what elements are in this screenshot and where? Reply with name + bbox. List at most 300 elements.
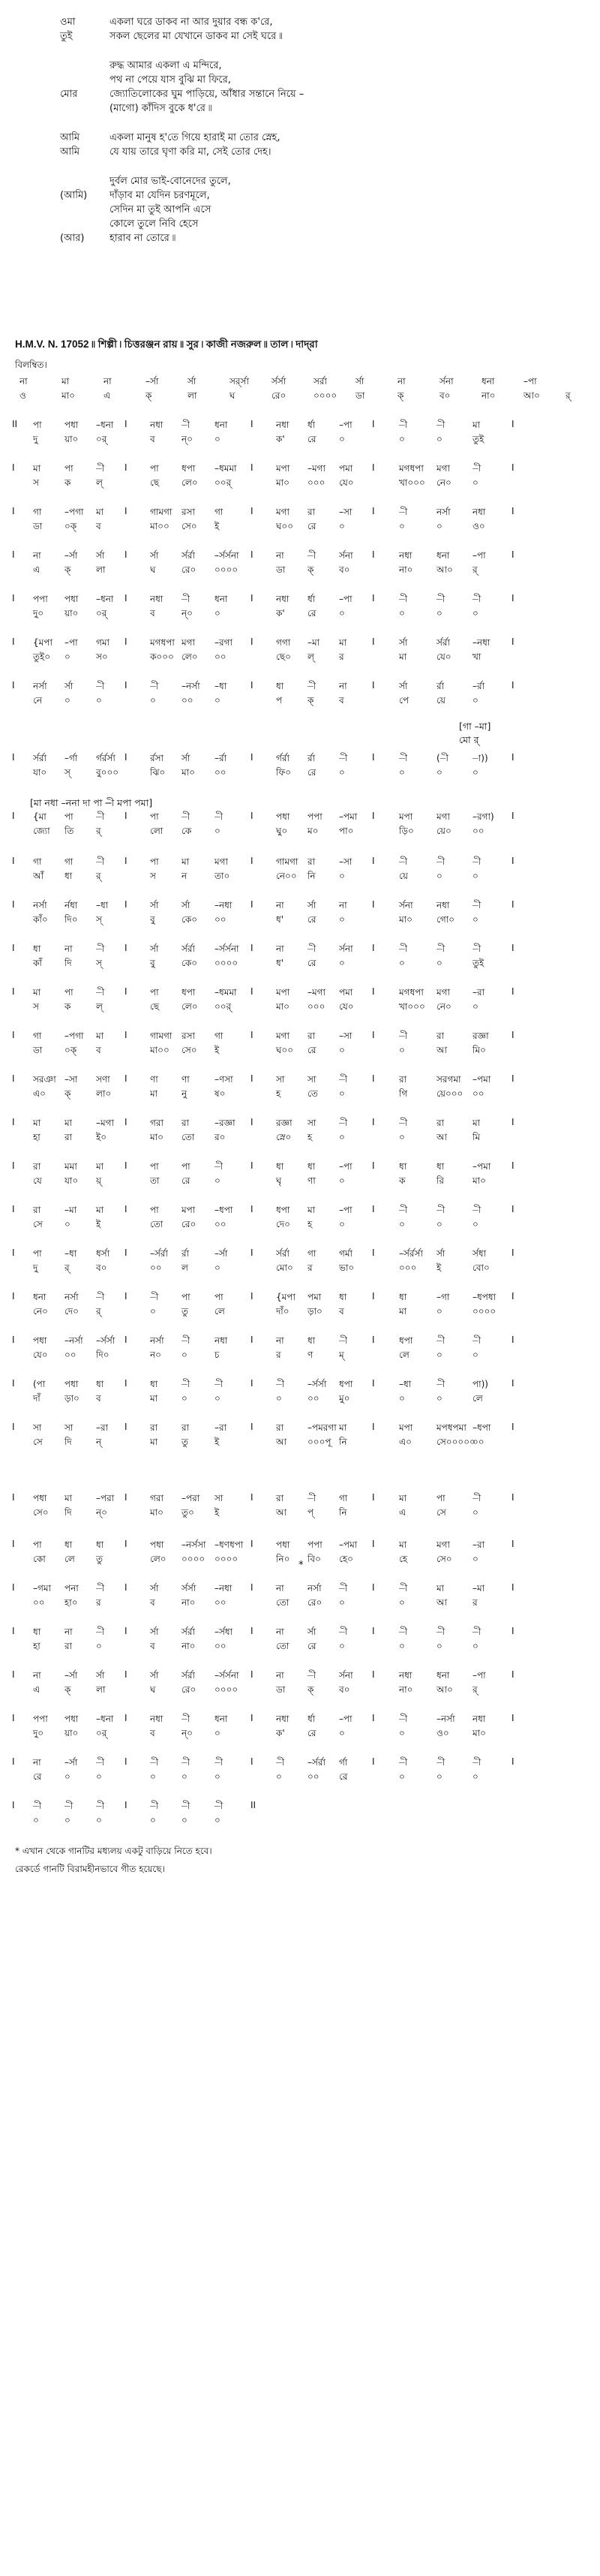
swara-note: –ী [150,1757,159,1768]
lyric-syllable: রে০ [182,1684,196,1695]
swara-line [12,1073,591,1088]
lyric-syllable: মু০ [339,1393,350,1404]
lyric-syllable: দু [33,1262,38,1273]
lyric-syllable: সে [33,1437,43,1447]
lyric-syllable: ০ [339,871,345,881]
lyric-syllable: য়ে [399,871,408,881]
swara-note: I [512,593,514,603]
lyric-syllable: ০ [472,1771,478,1782]
swara-note: –ী [150,1801,159,1811]
lyric-syllable: ড়া০ [308,1306,322,1317]
swara-note: রা [308,507,316,517]
lyric-syllable: আ০ [436,1684,453,1695]
swara-note: না [276,550,284,561]
swara-note: মা [96,1031,104,1041]
swara-note: I [124,419,128,429]
lyric-syllable: না০ [182,1641,196,1651]
swara-note: I [124,1247,128,1258]
lyric-syllable: জ্যো [33,826,50,836]
swara-note: র্সনা [399,900,413,910]
swara-note: I [512,1492,514,1503]
lyric-syllable: র্ [96,871,101,881]
swara-note: গগা [276,637,291,648]
swara-note: I [12,1335,15,1345]
swara-note: ধা [276,1161,284,1172]
swara-note: র্সা [436,1248,446,1259]
swara-note: I [250,1030,254,1040]
lyric-syllable: ০ [339,608,345,618]
swara-note: I [372,943,375,953]
lyric-syllable: ০ [339,1728,345,1738]
swara-line [12,811,591,825]
lyric-syllable: ০ [472,695,478,706]
lyric-syllable: স [150,871,156,881]
lyric-syllable: রে০ [272,390,286,401]
swara-note: গা [214,1031,224,1041]
swara-note: পমা [308,1292,322,1302]
lyric-syllable: খা০০০ [399,477,425,488]
lyric-syllable: দু০ [33,1728,44,1738]
swara-note: (পা [33,1379,46,1389]
lyric-syllable: দি [64,1507,72,1518]
lyric-syllable: য়া০ [64,1728,79,1738]
lyric-syllable: স্ [96,958,102,968]
swara-note: –পা [472,1670,486,1681]
syllable-line [12,1088,591,1102]
swara-note: I [12,1073,15,1084]
swara-note: মপা [276,987,290,998]
swara-note: –ধপা [214,1205,233,1215]
lyric-syllable: না০ [399,564,413,575]
swara-note: I [124,1160,128,1171]
swara-note: –র্সা [146,376,159,387]
lyric-syllable: ০ [339,914,345,925]
swara-note: I [124,1378,128,1389]
lyric-syllable: আ০ [524,390,540,401]
swara-note: র্সর্রা [182,1670,196,1681]
lyric-syllable: নে০ [33,1306,48,1317]
swara-note: –ী [214,1161,224,1172]
lyric-syllable: ব০ [339,1684,350,1695]
lyric-syllable: ডা [33,1045,43,1055]
swara-note: –মগা [308,463,326,474]
lyric-syllable: ০০ [33,1597,45,1608]
lyric-syllable: হ [308,1132,313,1142]
swara-note: গা [33,507,42,517]
lyric-syllable: ০ [339,1132,345,1142]
swara-note: পা [150,463,159,474]
notation-row [12,752,591,781]
lyric-syllable: ০০ [308,1771,320,1782]
lyric-syllable: তু [182,1437,189,1447]
lyric-syllable: ডা [276,564,286,575]
syllable-line [12,1727,591,1741]
lyric-syllable: য়ে০ [436,826,452,836]
swara-note: পধা [276,1539,290,1550]
swara-note: পধা [64,1379,79,1389]
lyric-syllable: ব [150,608,155,618]
lyric-syllable: নে০০ [276,871,297,881]
lyric-syllable: ক' [276,434,285,444]
swara-note: –মা [308,637,320,648]
swara-note: I [512,1204,514,1214]
swara-note: –পা [64,637,78,648]
lyric-syllable: না০ [182,1597,196,1608]
swara-line [12,593,591,607]
swara-note: I [12,1539,15,1549]
swara-note: I [124,1756,128,1767]
lyric-syllable: সে০ [436,1554,452,1564]
lyric-syllable: ০র্ [96,608,107,618]
lyric-syllable: য়ে [436,695,446,706]
lyric-syllable: তো [182,1132,195,1142]
swara-note: র্সা [399,637,408,648]
lyric-syllable: যে০ [339,1001,354,1012]
swara-note: –ী [214,1379,224,1389]
swara-note: –র্সর্সনা [214,943,239,954]
swara-note: মা [399,1539,407,1550]
swara-note: পধা [276,811,290,822]
swara-note: পধা [33,1335,47,1346]
swara-line [12,506,591,520]
swara-note: ণা [182,1074,190,1085]
syllable-line [12,1436,591,1450]
swara-note: –মগা [96,1118,115,1128]
lyric-syllable: ০ [276,1771,282,1782]
swara-note: –র্সা [64,1757,78,1768]
swara-note: র্সা [150,1627,159,1637]
notation-row [12,1247,591,1276]
notation-row [12,811,591,839]
swara-note: না [339,681,347,691]
swara-note: –ী [399,507,408,517]
swara-note: –ী [472,1205,482,1215]
swara-line [12,680,591,694]
swara-line [12,1335,591,1349]
record-header: H.M.V. N. 17052 ৷৷ শিল্পী ৷ চিত্তরঞ্জন রায় ৷৷ সুর ৷ কাজী নজরুল ৷৷ তাল ৷ দাদ্‌রা [15,339,318,350]
lyric-syllable: রে০ [182,564,196,575]
lyric-syllable: পে [399,695,410,706]
swara-note: –পা [524,376,537,387]
swara-note: I [12,1030,15,1040]
swara-line [12,1378,591,1392]
lyric-syllable: তো [276,1641,290,1651]
swara-note: পা [64,811,74,822]
lyric-syllable: ফি০ [276,767,292,778]
swara-note: না [20,376,28,387]
syllable-line [12,1814,591,1828]
swara-note: নধা [276,1714,290,1724]
swara-note: I [372,1422,375,1432]
lyric-syllable: ও [20,390,26,401]
swara-note: –র্সর্সা [308,1379,327,1389]
swara-note: র্সা [64,681,74,691]
lyric-syllable: তু০ [182,1507,194,1518]
swara-note: ধপা [399,1335,413,1346]
swara-note: ধা [276,681,284,691]
swara-note: ধপা [182,463,196,474]
lyric-syllable: ০ [182,1350,188,1360]
swara-note: র্সর্রা [436,637,451,648]
swara-note: I [372,1247,375,1258]
swara-note: রা [276,1493,284,1503]
swara-note: I [372,752,375,763]
poem-text: একলা ঘরে ডাকব না আর দুয়ার বন্ধ ক'রে, [110,17,273,28]
poem-text: হারাব না তোরে ৷৷ [110,233,176,244]
syllable-line [12,1175,591,1189]
swara-note: নধা [150,594,164,604]
lyric-syllable: ০০ [214,1219,226,1229]
swara-note: ধনা [214,1714,228,1724]
swara-note: নধা [150,420,164,430]
swara-note: I [12,1800,15,1810]
swara-note: পা)) [472,1379,488,1389]
swara-note: ধা [399,1161,407,1172]
swara-note: –ী [399,1205,408,1215]
lyric-syllable: ০ [339,1088,345,1099]
lyric-syllable: ন্০ [96,1507,107,1518]
swara-note: –ী [472,463,482,474]
swara-note: I [12,986,15,997]
lyric-syllable: ০ [339,958,345,968]
swara-note: নর্সা [33,900,47,910]
lyric-syllable: ন্০ [182,434,193,444]
lyric-syllable: ০০র্ [214,477,232,488]
taal-label: বিলম্বিত। [15,360,47,370]
notation-row [12,1626,591,1654]
lyric-syllable: য়া০ [64,608,79,618]
swara-note: –ী [182,1714,190,1724]
lyric-syllable: মা০০ [150,521,170,531]
lyric-syllable: রে [308,521,316,531]
lyric-syllable: লে [64,1554,75,1564]
swara-note: I [124,593,128,603]
lyric-syllable: ০ [182,1771,188,1782]
lyric-syllable: কো [33,1554,46,1564]
notation-row [12,1073,591,1102]
swara-note: র্রা [308,753,316,763]
notation-row [12,986,591,1015]
syllable-line [12,1596,591,1611]
swara-note: I [372,1539,375,1549]
lyric-syllable: তো [276,1597,290,1608]
swara-note: র্ধা [308,594,316,604]
swara-note: নধা [472,1714,486,1724]
notation-row [12,506,591,534]
lyric-syllable: হা [33,1132,40,1142]
lyric-syllable: নি [339,1437,347,1447]
swara-note: নর্সা [33,681,47,691]
poem-speaker: আমি [60,146,80,158]
lyric-syllable: ব [150,1641,155,1651]
swara-note: {মপা [33,637,52,648]
swara-note: –পগা [64,1031,84,1041]
lyric-syllable: না০ [482,390,496,401]
swara-note: I [372,462,375,473]
lyric-syllable: ০ [399,1641,405,1651]
lyric-syllable: ০র্ [96,1728,107,1738]
swara-note: র্সা [150,1583,159,1593]
swara-note: I [250,419,254,429]
lyric-syllable: নে [33,695,43,706]
lyric-syllable: বি০ [308,1554,321,1564]
swara-note: (–ী [436,753,448,763]
swara-note: গা [308,1248,316,1259]
swara-note: রা [436,1118,445,1128]
swara-note: –ী [339,1074,348,1085]
swara-line [12,636,591,651]
lyric-syllable: র [276,1350,281,1360]
swara-note: –ী [399,420,408,430]
lyric-syllable: স্নে০ [276,1132,292,1142]
lyric-syllable: ০০০০ [182,1554,206,1564]
notation-row [12,1160,591,1189]
swara-note: ধা [150,1379,158,1389]
swara-note: পা [64,987,74,998]
lyric-syllable: ল্ [96,477,103,488]
swara-line [12,1247,591,1262]
swara-line [12,1800,591,1814]
lyric-syllable: ০ [399,1597,405,1608]
lyric-syllable: ল [182,1262,188,1273]
lyric-syllable: বু [150,914,155,925]
swara-note: I [250,1335,254,1345]
swara-note: না [33,1757,41,1768]
syllable-line [12,1349,591,1363]
poem-text: দুর্বল মোর ভাই-বোনেদের তুলে, [110,176,231,187]
swara-note: পপা [33,1714,48,1724]
swara-note: পা [150,1161,159,1172]
tempo-star: * [298,1560,304,1571]
lyric-syllable: মা০ [182,767,195,778]
swara-note: –ী [399,1118,408,1128]
poem-speaker: ওমা [60,17,76,28]
lyric-syllable: রা [64,1132,73,1142]
swara-note: সণা [96,1074,110,1085]
lyric-syllable: কে০ [182,914,198,925]
lyric-syllable: লা [96,564,106,575]
swara-note: –ী [399,1627,408,1637]
swara-note: ধনা [436,1670,450,1681]
swara-note: র্সনা [339,1670,353,1681]
swara-note: –ী [436,1205,446,1215]
notation-row [12,636,591,665]
swara-note: I [512,811,514,821]
swara-note: র্সা [150,550,159,561]
swara-note: গরা [150,1493,164,1503]
swara-note: –ী [182,420,190,430]
swara-note: –নর্সা [182,681,200,691]
lyric-syllable: না০ [399,1684,413,1695]
swara-note: –ী [472,1493,482,1503]
swara-note: র্সর্রা [182,550,196,561]
swara-note: I [512,680,514,691]
swara-note: গমা [96,637,110,648]
lyric-syllable: মি০ [472,1045,486,1055]
swara-note: I [12,1291,15,1302]
notation-row [12,419,591,447]
swara-note: I [250,986,254,997]
lyric-syllable: ণা [308,1175,316,1186]
lyric-syllable: ব [96,521,101,531]
lyric-syllable: ০ [436,1771,442,1782]
poem-text: সেদিন মা তুই আপনি এসে [110,204,212,215]
swara-line [12,1626,591,1640]
lyric-syllable: ঘ০০ [276,521,294,531]
swara-note: না [104,376,112,387]
lyric-syllable: ০ [472,608,478,618]
lyric-syllable: লা [188,390,197,401]
swara-note: না [276,1670,284,1681]
lyric-syllable: ০০ [214,767,226,778]
lyric-syllable: ০ [214,826,220,836]
lyric-syllable: ০ [436,1306,442,1317]
lyric-syllable: ষ০ [214,1088,226,1099]
lyric-syllable: য়া০ [64,434,79,444]
swara-note: I [12,1160,15,1171]
swara-note: I [250,1539,254,1549]
swara-note: র্সা [399,681,408,691]
lyric-syllable: ০ [214,1771,220,1782]
lyric-syllable: ০ [399,1132,405,1142]
syllable-line [12,1305,591,1320]
lyric-syllable: নি [339,1507,347,1518]
lyric-syllable: রে০ [308,1597,322,1608]
swara-note: পধা [64,420,79,430]
swara-note: রা [276,1422,284,1433]
lyric-syllable: র০ [214,1132,226,1142]
swara-note: –মগা [308,987,326,998]
swara-note: ধা [96,1379,104,1389]
lyric-syllable: কাঁ০ [33,914,48,925]
swara-note: র্ধা [308,420,316,430]
notation-row [12,1756,591,1785]
lyric-syllable: সে০ [182,521,197,531]
lyric-syllable: যে০ [436,652,452,662]
swara-line [12,1713,591,1727]
swara-note: গরা [150,1118,164,1128]
swara-note: –ী [339,1118,348,1128]
lyric-syllable: ০ [150,1306,156,1317]
swara-note: র্নধা [64,900,78,910]
lyric-syllable: ০ [339,1641,345,1651]
lyric-syllable: রে [308,608,316,618]
swara-note: –র্সর্রা [308,1757,326,1768]
lyric-syllable: ও০ [472,521,485,531]
swara-note: I [12,1117,15,1127]
lyric-syllable: ব [96,1045,101,1055]
swara-note: I [512,1626,514,1636]
lyric-syllable: ০ [339,1597,345,1608]
lyric-syllable: এ [33,1684,40,1695]
swara-line [12,1291,591,1305]
swara-note: I [124,636,128,647]
lyric-syllable: ০০ [308,1393,320,1404]
swara-note: {মপা [276,1292,296,1302]
swara-note: I [372,1335,375,1345]
swara-note: I [512,1539,514,1549]
swara-note: মমা [64,1161,77,1172]
lyric-syllable: এ [33,564,40,575]
lyric-syllable: ক্ [308,564,314,575]
swara-note: I [12,1582,15,1593]
swara-note: পধা [64,594,79,604]
swara-note: I [124,1117,128,1127]
lyric-syllable: পা০ [339,826,354,836]
swara-note: –ী [214,1757,224,1768]
swara-note: –ী [96,1627,105,1637]
lyric-syllable: সে০ [33,1507,49,1518]
